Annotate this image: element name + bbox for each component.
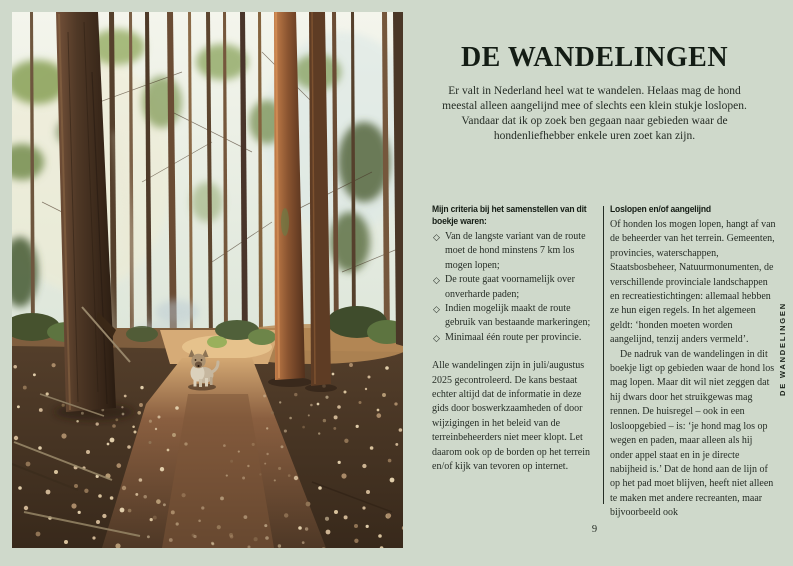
list-item — [432, 230, 597, 273]
loslopen-column — [610, 204, 776, 521]
list-item — [432, 302, 597, 331]
text-columns — [432, 204, 776, 521]
diamond-bullet-icon: ◇ — [433, 332, 440, 343]
criteria-column — [432, 204, 597, 521]
loslopen-paragraph-1: Of honden los mogen lopen, hangt af van de beheerder van het terrein. Gemeenten, provincies, waterschappen, Staatsbosbeheer, Natuurmonumenten, de verschillende provinciale landschappen en recreatiestichtingen: allemaal hebben ze hun eigen regels. In het algemeen geldt: ‘honden moeten worden aangelijnd, tenzij anders vermeld’. — [610, 219, 776, 346]
criteria-heading: Mijn criteria bij het samenstellen van dit boekje waren: — [432, 204, 587, 227]
side-tab-label: DE WANDELINGEN — [778, 302, 787, 396]
loslopen-heading: Loslopen en/of aangelijnd — [610, 204, 711, 215]
list-item — [432, 273, 597, 302]
list-item-text: De route gaat voornamelijk over onverharde paden; — [445, 274, 575, 300]
loslopen-paragraph-2: De nadruk van de wandelingen in dit boekje ligt op gebieden waar de hond los mag lopen. Maar dit wil niet zeggen dat hij dwars door het struikgewas mag rennen. De huisregel – ook in een losloopgebied – is: ‘je hond mag los op wegen en paden, maar alleen als hij onder appel staat en in je directe nabijheid is.’ Dat de hond aan de lijn of op het pad moet blijven, heeft niet alleen te maken met andere recreanten, maar bijvoorbeeld ook — [610, 348, 775, 519]
diamond-bullet-icon: ◇ — [433, 275, 440, 286]
verification-paragraph: Alle wandelingen zijn in juli/augustus 2025 gecontroleerd. De kans bestaat echter altijd dat de informatie in deze gids door boswerkzaamheden of door wijzigingen in het beleid van de terreinbeheerders niet meer klopt. Let daarom ook op de borden op het terrein en/of kijk van tevoren op internet. — [432, 360, 591, 473]
diamond-bullet-icon: ◇ — [433, 304, 440, 315]
page-title: DE WANDELINGEN — [460, 42, 729, 73]
criteria-list — [432, 230, 597, 345]
diamond-bullet-icon: ◇ — [433, 232, 440, 242]
forest-photo — [12, 12, 403, 548]
page-number: 9 — [591, 524, 598, 535]
list-item-text: Indien mogelijk maakt de route gebruik van bestaande markeringen; — [445, 303, 591, 329]
list-item-text: Minimaal één route per provincie. — [445, 331, 582, 343]
list-item — [432, 331, 597, 345]
list-item-text: Van de langste variant van de route moet de hond minstens 7 km los mogen lopen; — [445, 231, 586, 271]
intro-paragraph: Er valt in Nederland heel wat te wandelen. Helaas mag de hond meestal alleen aangelijnd mee of slechts een klein stukje loslopen. Vandaar dat ik op zoek ben gegaan naar gebieden waar de hondenliefhebber enkele uren zoet kan zijn. — [442, 85, 747, 142]
column-divider — [603, 206, 604, 504]
